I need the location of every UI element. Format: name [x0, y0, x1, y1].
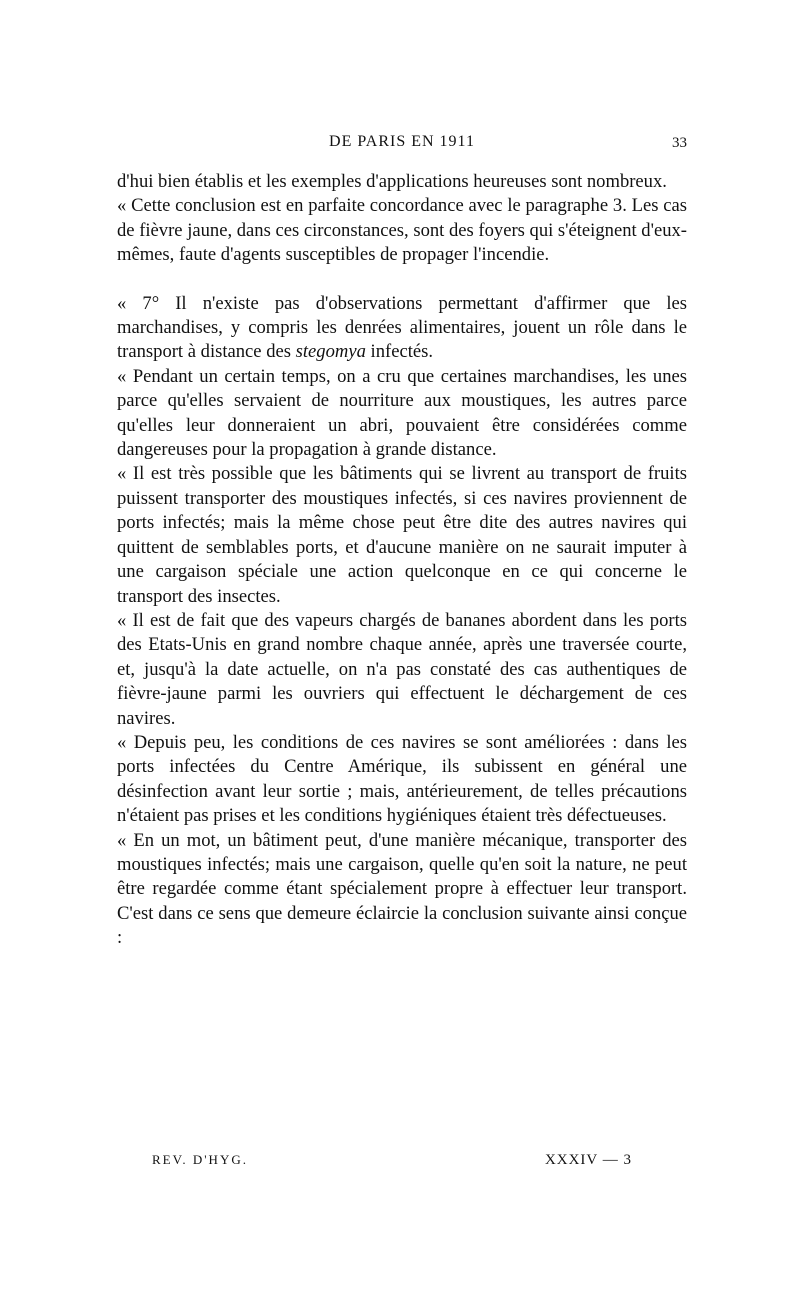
running-title: DE PARIS EN 1911	[329, 133, 475, 150]
page-number: 33	[672, 135, 687, 151]
journal-signature: REV. D'HYG.	[152, 1152, 248, 1167]
volume-signature: XXXIV — 3	[544, 1152, 632, 1168]
paragraph: « Depuis peu, les conditions de ces navires se sont améliorées : dans les ports infectées du Centre Amérique, ils subissent en général une désinfection avant leur sortie ; mais, antérieurement, de telles précautions n'étaient pas prises et les conditions hygiéniques étaient très défectueuses.	[117, 731, 687, 827]
paragraph	[117, 292, 687, 365]
page-footer	[152, 1152, 632, 1172]
paragraph: « Il est de fait que des vapeurs chargés de bananes abordent dans les ports des Etats-Unis en grand nombre chaque année, après une traversée courte, et, jusqu'à la date actuelle, on n'a pas constaté des cas authentiques de fièvre-jaune parmi les ouvriers qui effectuent le déchargement de ces navires.	[117, 609, 687, 729]
paragraph-text: « 7° Il n'existe pas d'observations permettant d'affirmer que les marchandises, y compris les denrées alimentaires, jouent un rôle dans le transport à distance des	[117, 292, 687, 363]
paragraph: « Il est très possible que les bâtiments qui se livrent au transport de fruits puissent transporter des moustiques infectés, si ces navires proviennent de ports infectés; mais la même chose peut être dite des autres navires qui quittent de semblables ports, et d'aucune manière on ne saurait imputer à une cargaison spéciale une action quelconque en ce qui concerne le transport des insectes.	[117, 463, 687, 607]
paragraph: « Pendant un certain temps, on a cru que certaines marchandises, les unes parce qu'elles servaient de nourriture aux moustiques, les autres parce qu'elles leur donneraient un abri, pouvaient être considérées comme dangereuses pour la propagation à grande distance.	[117, 365, 687, 461]
page-header	[117, 133, 687, 157]
species-name: stegomya	[295, 341, 366, 363]
paragraph: « Cette conclusion est en parfaite concordance avec le paragraphe 3. Les cas de fièvre jaune, dans ces circonstances, sont des foyers qui s'éteignent d'eux-mêmes, faute d'agents susceptibles de propager l'incendie.	[117, 195, 687, 266]
paragraph: d'hui bien établis et les exemples d'applications heureuses sont nombreux.	[117, 171, 667, 192]
body-text	[117, 170, 687, 951]
paragraph-text-tail: infectés.	[365, 341, 434, 363]
paragraph: « En un mot, un bâtiment peut, d'une manière mécanique, transporter des moustiques infectés; mais une cargaison, quelle qu'en soit la nature, ne peut être regardée comme étant spécialement propre à effectuer leur transport. C'est dans ce sens que demeure éclaircie la conclusion suivante ainsi conçue :	[117, 829, 687, 949]
